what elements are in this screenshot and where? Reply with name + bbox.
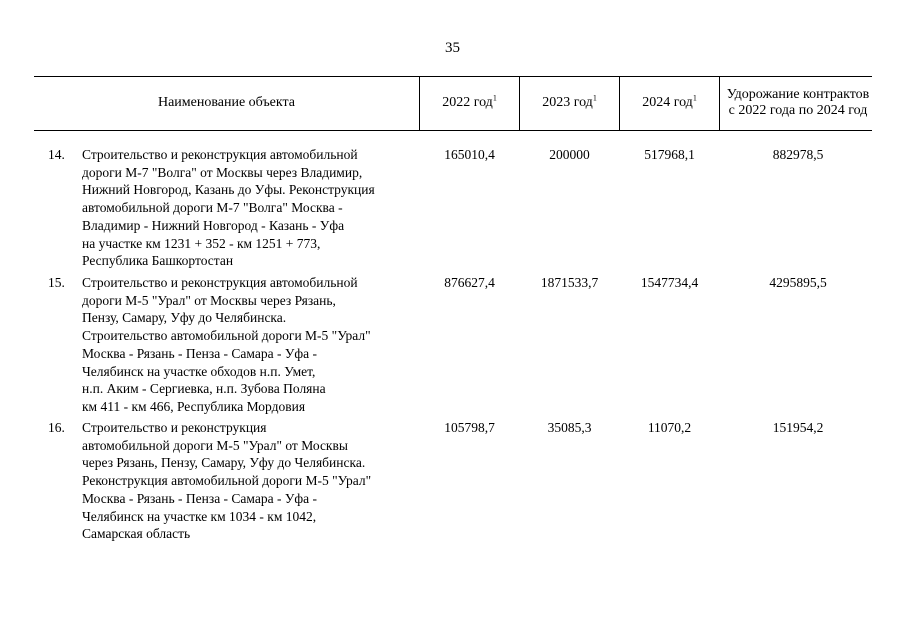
value-increase: 4295895,5	[769, 275, 827, 290]
value-2022: 165010,4	[444, 147, 495, 162]
header-2022-column	[420, 76, 519, 130]
object-name: Строительство и реконструкция автомобильной дороги М-5 "Урал" от Москвы через Рязань, Пензу, Самару, Уфу до Челябинска. Строительство автомобильной дороги М-5 "Урал" Москва - Рязань - Пенза - Самара - Уфа - Челябинск на участке обходов н.п. Умет, н.п. Аким - Сергиевка, н.п. Зубова Поляна км 411 - км 466, Республика Мордовия	[82, 275, 371, 414]
footnote-mark: 1	[492, 93, 497, 103]
header-name-label: Наименование объекта	[157, 95, 296, 110]
value-2023: 35085,3	[547, 420, 592, 435]
header-2023-column	[520, 76, 619, 130]
value-2024: 517968,1	[644, 147, 695, 162]
value-2022: 105798,7	[444, 420, 495, 435]
footnote-mark: 1	[592, 93, 597, 103]
row-number: 16.	[48, 420, 65, 435]
value-2023: 200000	[549, 147, 590, 162]
header-2024-label: 2024 год$^1$	[642, 93, 697, 110]
row-number: 14.	[48, 147, 65, 162]
value-2023: 1871533,7	[540, 275, 599, 290]
object-name: Строительство и реконструкция автомобильной дороги М-7 "Волга" от Москвы через Владимир, Нижний Новгород, Казань до Уфы. Реконструкция автомобильной дороги М-7 "Волга" Москва - Владимир - Нижний Новгород - Казань - Уфа на участке км 1231 + 352 - км 1251 + 773, Республика Башкортостан	[82, 147, 375, 269]
footnote-mark: 1	[692, 93, 697, 103]
header-increase-column	[724, 76, 872, 130]
header-increase-label: Удорожание контрактов с 2022 года по 2024 год	[726, 87, 870, 118]
header-bottom-rule	[34, 130, 872, 131]
header-name-column	[34, 76, 419, 130]
page-number: 35	[445, 40, 460, 56]
object-name: Строительство и реконструкция автомобильной дороги М-5 "Урал" от Москвы через Рязань, Пензу, Самару, Уфу до Челябинска. Реконструкция автомобильной дороги М-5 "Урал" Москва - Рязань - Пенза - Самара - Уфа - Челябинск на участке км 1034 - км 1042, Самарская область	[82, 420, 372, 542]
header-2022-label: 2022 год$^1$	[442, 93, 497, 110]
header-2024-column	[620, 76, 719, 130]
value-2024: 11070,2	[647, 420, 692, 435]
value-2024: 1547734,4	[640, 275, 699, 290]
row-number: 15.	[48, 275, 65, 290]
header-divider	[719, 76, 720, 130]
value-increase: 151954,2	[772, 420, 824, 435]
value-2022: 876627,4	[444, 275, 495, 290]
value-increase: 882978,5	[772, 147, 824, 162]
header-2023-label: 2023 год$^1$	[542, 93, 597, 110]
